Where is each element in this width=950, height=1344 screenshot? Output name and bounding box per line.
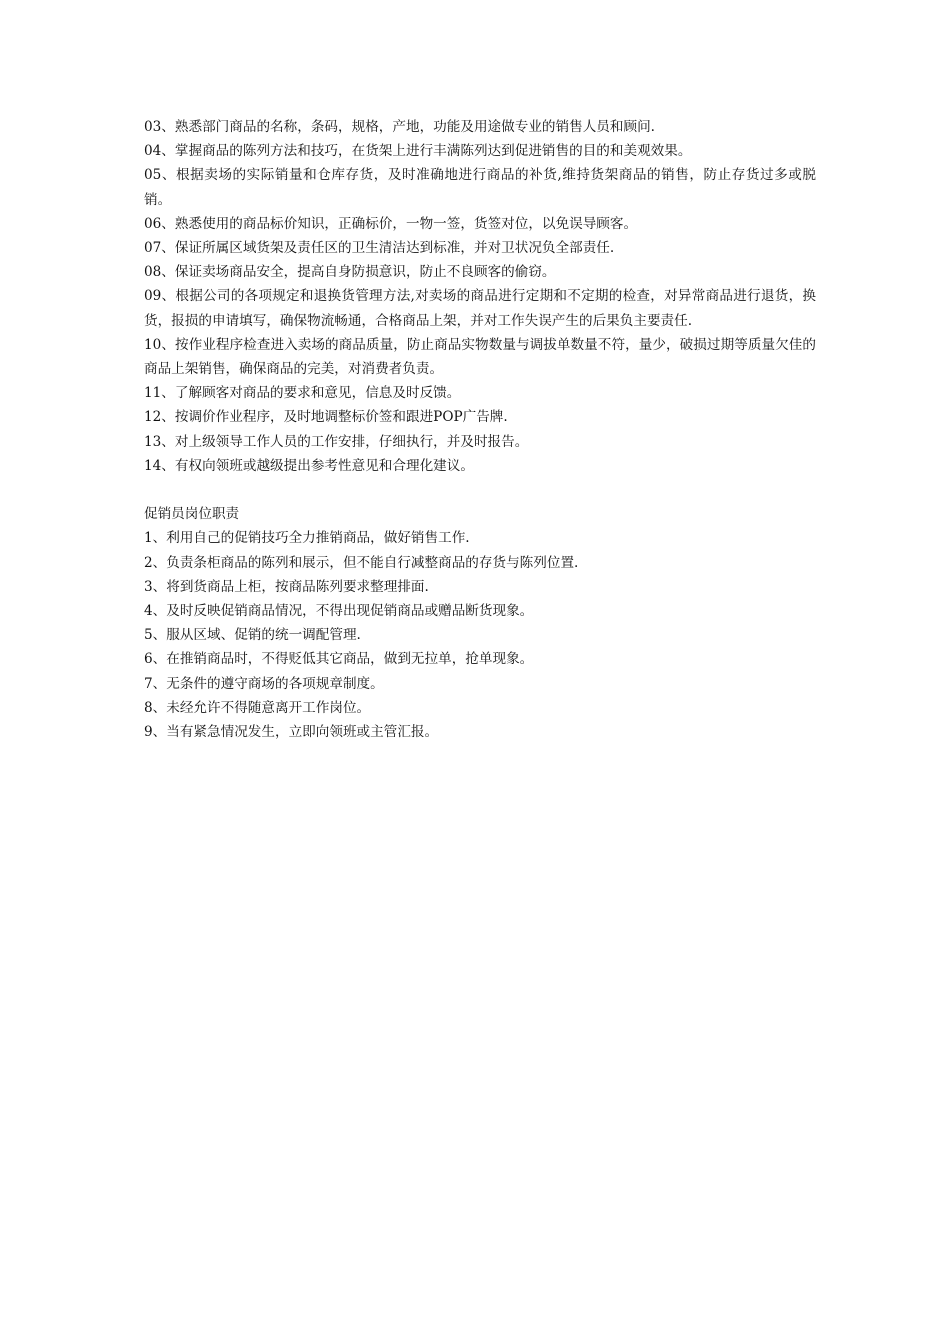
promoter-item-6: 6、在推销商品时，不得贬低其它商品，做到无拉单，抢单现象。 (144, 651, 534, 668)
duty-item-14: 14、有权向领班或越级提出参考性意见和合理化建议。 (144, 457, 474, 474)
duty-item-05: 05、根据卖场的实际销量和仓库存货，及时准确地进行商品的补货,维持货架商品的销售，防止存货过多或脱销。 (144, 167, 816, 208)
promoter-item-8: 8、未经允许不得随意离开工作岗位。 (144, 699, 371, 716)
promoter-item-3: 3、将到货商品上柜，按商品陈列要求整理排面. (144, 578, 429, 595)
duty-item-10: 10、按作业程序检查进入卖场的商品质量，防止商品实物数量与调拔单数量不符，量少，破损过期等质量欠佳的商品上架销售，确保商品的完美，对消费者负责。 (144, 336, 816, 378)
duty-item-04: 04、掌握商品的陈列方法和技巧，在货架上进行丰满陈列达到促进销售的目的和美观效果。 (144, 143, 692, 160)
section-gap (144, 478, 816, 502)
duty-item-13: 13、对上级领导工作人员的工作安排，仔细执行，并及时报告。 (144, 433, 529, 450)
section-title: 促销员岗位职责 (144, 506, 240, 523)
promoter-item-9: 9、当有紧急情况发生，立即向领班或主管汇报。 (144, 724, 439, 741)
duty-item-03: 03、熟悉部门商品的名称，条码，规格，产地，功能及用途做专业的销售人员和顾问. (144, 119, 655, 135)
duty-item-12: 12、按调价作业程序，及时地调整标价签和跟进POP广告牌. (144, 409, 508, 426)
promoter-item-4: 4、及时反映促销商品情况，不得出现促销商品或赠品断货现象。 (144, 603, 534, 620)
duty-item-06: 06、熟悉使用的商品标价知识，正确标价，一物一签，货签对位，以免误导顾客。 (144, 215, 638, 232)
duties-list (144, 115, 816, 478)
promoter-section (144, 502, 816, 744)
promoter-item-5: 5、服从区域、促销的统一调配管理. (144, 627, 361, 644)
promoter-item-2: 2、负责条柜商品的陈列和展示，但不能自行减整商品的存货与陈列位置. (144, 554, 579, 571)
duty-item-11: 11、了解顾客对商品的要求和意见，信息及时反馈。 (144, 385, 461, 402)
duty-item-07: 07、保证所属区域货架及责任区的卫生清洁达到标准，并对卫状况负全部责任. (144, 240, 615, 257)
promoter-item-7: 7、无条件的遵守商场的各项规章制度。 (144, 675, 384, 692)
duty-item-08: 08、保证卖场商品安全，提高自身防损意识，防止不良顾客的偷窃。 (144, 264, 556, 281)
promoter-item-1: 1、利用自己的促销技巧全力推销商品，做好销售工作. (144, 530, 470, 547)
duty-item-09: 09、根据公司的各项规定和退换货管理方法,对卖场的商品进行定期和不定期的检查，对异常商品进行退货，换货，报损的申请填写，确保物流畅通，合格商品上架，并对工作失误产生的后果负主要责任. (144, 288, 816, 329)
document-page (144, 115, 816, 744)
